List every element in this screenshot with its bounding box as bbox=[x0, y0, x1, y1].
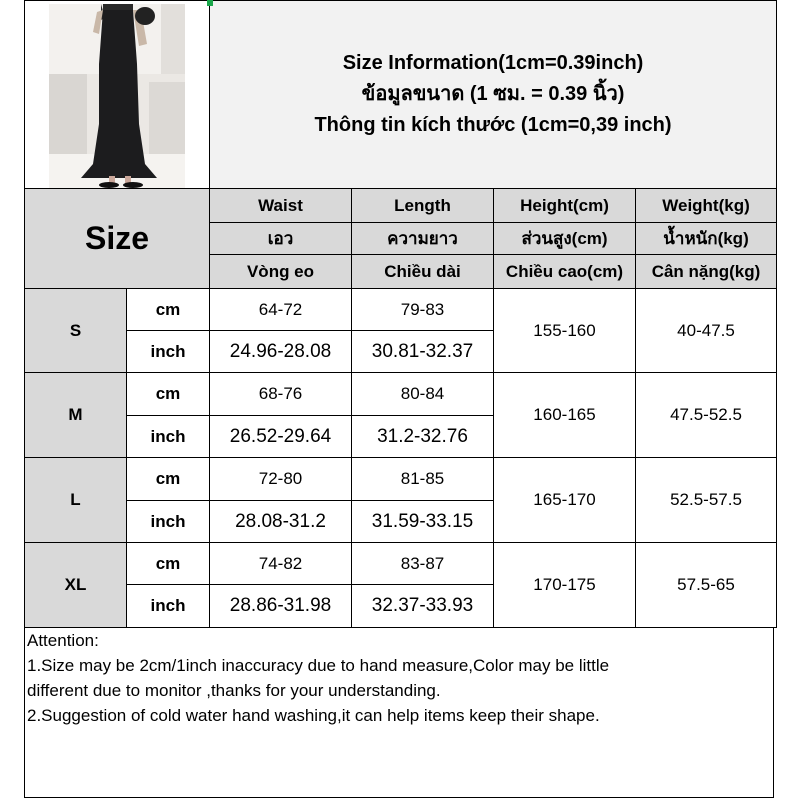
waist-cm-value: 68-76 bbox=[210, 373, 352, 416]
length-inch-value: 32.37-33.93 bbox=[352, 585, 494, 628]
waist-header-vi: Vòng eo bbox=[210, 255, 352, 289]
waist-inch-value: 28.86-31.98 bbox=[210, 585, 352, 628]
height-header-en: Height(cm) bbox=[494, 189, 636, 223]
size-label-xl: XL bbox=[25, 543, 127, 628]
waist-inch-value: 26.52-29.64 bbox=[210, 416, 352, 458]
title-english: Size Information(1cm=0.39inch) bbox=[342, 52, 644, 74]
unit-inch: inch bbox=[127, 331, 210, 373]
size-label-l: L bbox=[25, 458, 127, 543]
product-photo bbox=[49, 4, 185, 188]
unit-cm: cm bbox=[127, 543, 210, 585]
unit-cm: cm bbox=[127, 458, 210, 501]
height-value: 155-160 bbox=[494, 289, 636, 373]
notes-line-3: 2.Suggestion of cold water hand washing,it can help items keep their shape. bbox=[27, 706, 600, 725]
length-header-en: Length bbox=[352, 189, 494, 223]
unit-inch: inch bbox=[127, 416, 210, 458]
unit-cm: cm bbox=[127, 373, 210, 416]
height-value: 170-175 bbox=[494, 543, 636, 628]
size-label-s: S bbox=[25, 289, 127, 373]
skirt-model-image bbox=[49, 4, 185, 188]
waist-inch-value: 24.96-28.08 bbox=[210, 331, 352, 373]
height-header-vi: Chiều cao(cm) bbox=[494, 255, 636, 289]
size-info-title bbox=[210, 1, 777, 189]
waist-header-th: เอว bbox=[210, 223, 352, 255]
size-column-header: Size bbox=[25, 189, 210, 289]
weight-header-en: Weight(kg) bbox=[636, 189, 777, 223]
weight-value: 47.5-52.5 bbox=[636, 373, 777, 458]
waist-cm-value: 64-72 bbox=[210, 289, 352, 331]
weight-value: 40-47.5 bbox=[636, 289, 777, 373]
length-cm-value: 80-84 bbox=[352, 373, 494, 416]
weight-value: 57.5-65 bbox=[636, 543, 777, 628]
length-inch-value: 31.59-33.15 bbox=[352, 501, 494, 543]
size-table bbox=[24, 0, 777, 628]
length-header-vi: Chiều dài bbox=[352, 255, 494, 289]
size-label-m: M bbox=[25, 373, 127, 458]
length-inch-value: 30.81-32.37 bbox=[352, 331, 494, 373]
waist-cm-value: 72-80 bbox=[210, 458, 352, 501]
title-vietnamese: Thông tin kích thước (1cm=0,39 inch) bbox=[314, 114, 672, 136]
length-cm-value: 83-87 bbox=[352, 543, 494, 585]
title-thai: ข้อมูลขนาด (1 ซม. = 0.39 นิ้ว) bbox=[361, 83, 625, 105]
length-inch-value: 31.2-32.76 bbox=[352, 416, 494, 458]
height-value: 165-170 bbox=[494, 458, 636, 543]
weight-header-th: น้ำหนัก(kg) bbox=[636, 223, 777, 255]
waist-cm-value: 74-82 bbox=[210, 543, 352, 585]
corner-marker bbox=[207, 0, 213, 6]
waist-header-en: Waist bbox=[210, 189, 352, 223]
product-photo-cell bbox=[25, 1, 210, 189]
length-cm-value: 79-83 bbox=[352, 289, 494, 331]
unit-inch: inch bbox=[127, 501, 210, 543]
height-value: 160-165 bbox=[494, 373, 636, 458]
waist-inch-value: 28.08-31.2 bbox=[210, 501, 352, 543]
weight-header-vi: Cân nặng(kg) bbox=[636, 255, 777, 289]
weight-value: 52.5-57.5 bbox=[636, 458, 777, 543]
notes-line-2: different due to monitor ,thanks for your understanding. bbox=[27, 681, 441, 700]
notes-line-1: 1.Size may be 2cm/1inch inaccuracy due to hand measure,Color may be little bbox=[27, 656, 610, 675]
attention-notes bbox=[24, 628, 774, 798]
notes-heading: Attention: bbox=[27, 631, 99, 650]
unit-cm: cm bbox=[127, 289, 210, 331]
length-header-th: ความยาว bbox=[352, 223, 494, 255]
height-header-th: ส่วนสูง(cm) bbox=[494, 223, 636, 255]
size-chart bbox=[24, 0, 776, 800]
unit-inch: inch bbox=[127, 585, 210, 628]
length-cm-value: 81-85 bbox=[352, 458, 494, 501]
